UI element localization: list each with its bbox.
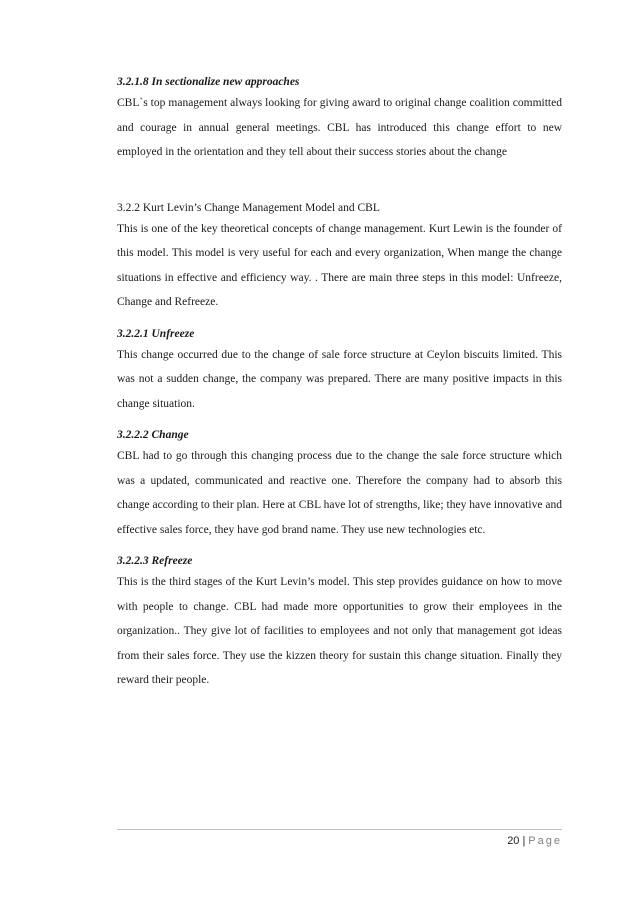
section-heading: 3.2.1.8 In sectionalize new approaches bbox=[117, 76, 300, 88]
section-body: This change occurred due to the change of sale force structure at Ceylon biscuits limited. This was not a sudden change, the company was prepared. There are many positive impacts in this change situation. bbox=[117, 348, 562, 410]
page-number-separator: | bbox=[522, 835, 526, 847]
section-heading: 3.2.2.3 Refreeze bbox=[117, 555, 193, 567]
section-body: This is one of the key theoretical concepts of change management. Kurt Lewin is the founder of this model. This model is very useful for each and every organization, When mange the change situations in effective and efficiency way. . There are main three steps in this model: Unfreeze, Change and Refreeze. bbox=[117, 222, 562, 308]
page-content bbox=[117, 73, 562, 693]
page-number bbox=[507, 835, 562, 847]
section-body: This is the third stages of the Kurt Levin’s model. This step provides guidance on how to move with people to change. CBL had made more opportunities to grow their employees in the organization.. They give lot of facilities to employees and not only that management got ideas from their sales force. They use the kizzen theory for sustain this change situation. Finally they reward their people. bbox=[117, 576, 562, 686]
section-change bbox=[117, 426, 562, 542]
section-heading: 3.2.2 Kurt Levin’s Change Management Model and CBL bbox=[117, 201, 380, 214]
page-label: Page bbox=[528, 835, 562, 847]
section-refreeze bbox=[117, 552, 562, 693]
section-body: CBL had to go through this changing process due to the change the sale force structure which was a updated, communicated and reactive one. Therefore the company had to absorb this change according to their plan. Here at CBL have lot of strengths, like; they have innovative and effective sales force, they have god brand name. They use new technologies etc. bbox=[117, 450, 562, 536]
page-number-value: 20 bbox=[507, 835, 520, 847]
section-heading: 3.2.2.2 Change bbox=[117, 429, 189, 441]
section-heading: 3.2.2.1 Unfreeze bbox=[117, 327, 195, 340]
section-body: CBL`s top management always looking for giving award to original change coalition committed and courage in annual general meetings. CBL has introduced this change effort to new employed in the orientation and they tell about their success stories about the change bbox=[117, 97, 562, 158]
section-in-sectionalize bbox=[117, 73, 562, 165]
page-footer bbox=[117, 829, 562, 847]
section-kurt-levin-model bbox=[117, 199, 562, 315]
section-unfreeze bbox=[117, 325, 562, 417]
